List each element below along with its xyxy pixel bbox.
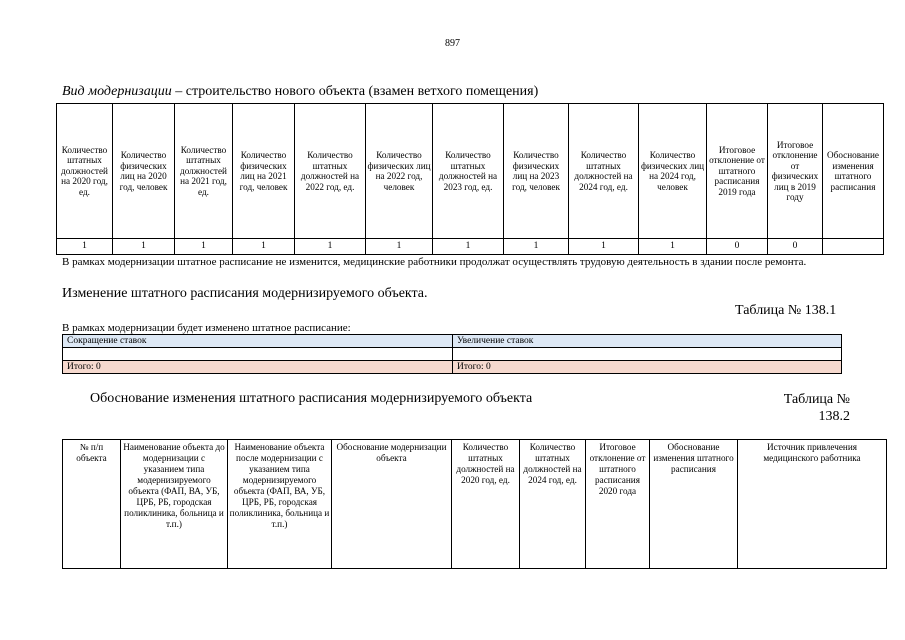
staff-table-values-row [57,239,884,255]
staff-table-cell: 0 [768,239,823,255]
justification-table [62,439,887,569]
increase-total: Итого: 0 [453,361,842,374]
staff-table-cell: 1 [569,239,639,255]
staff-change-heading: Изменение штатного расписания модернизируемого объекта. [62,286,428,301]
staff-table-header: Количество штатных должностей на 2022 год, ед. [295,104,366,239]
rates-table-total-row [63,361,842,374]
staff-table-header: Количество штатных должностей на 2021 год, ед. [175,104,233,239]
justification-table-header-row [63,440,887,569]
justification-heading: Обоснование изменения штатного расписания модернизируемого объекта [90,391,533,406]
staff-table-header: Обоснование изменения штатного расписания [823,104,884,239]
staff-table-cell: 1 [504,239,569,255]
justification-table-header: Источник привлечения медицинского работника [738,440,887,569]
staff-table-header: Итоговое отклонение от штатного расписания 2019 года [707,104,768,239]
staff-table-header: Количество штатных должностей на 2023 год, ед. [433,104,504,239]
staff-table-header: Количество штатных должностей на 2024 год, ед. [569,104,639,239]
increase-header: Увеличение ставок [453,335,842,348]
justification-table-header: Наименование объекта после модернизации с указанием типа модернизируемого объекта (ФАП, ВА, УБ, ЦРБ, РБ, городская поликлиника, больница и т.п.) [228,440,332,569]
justification-table-header: Итоговое отклонение от штатного расписания 2020 года [586,440,650,569]
reduction-total: Итого: 0 [63,361,453,374]
note-staff-changed: В рамках модернизации будет изменено штатное расписание: [62,322,351,334]
staff-table-header: Итоговое отклонение от физических лиц в 2019 году [768,104,823,239]
increase-cell [453,348,842,361]
staff-table-cell [823,239,884,255]
staff-table-cell: 1 [57,239,113,255]
table-138-2-label: Таблица № 138.2 [783,392,850,424]
modernization-type-label: Вид модернизации [62,84,172,99]
modernization-type [62,84,538,100]
staff-table-cell: 1 [366,239,433,255]
staff-table-cell: 1 [233,239,295,255]
justification-table-header: Наименование объекта до модернизации с указанием типа модернизируемого объекта (ФАП, ВА, УБ, ЦРБ, РБ, городская поликлиника, больница и т.п.) [121,440,228,569]
staff-table-cell: 1 [639,239,707,255]
table-138-1-label: Таблица № 138.1 [735,303,837,318]
justification-table-header: Обоснование изменения штатного расписания [650,440,738,569]
staff-table-cell: 1 [433,239,504,255]
note-staff-unchanged: В рамках модернизации штатное расписание не изменится, медицинские работники продолжат осуществлять трудовую деятельность в здании после ремонта. [62,256,807,268]
staff-table-header-row [57,104,884,239]
staff-table-cell: 0 [707,239,768,255]
rates-table [62,334,842,374]
staff-table-cell: 1 [295,239,366,255]
page-number: 897 [445,38,460,49]
staff-table [56,103,884,255]
staff-table-cell: 1 [175,239,233,255]
staff-table-header: Количество физических лиц на 2023 год, человек [504,104,569,239]
rates-table-empty-row [63,348,842,361]
reduction-header: Сокращение ставок [63,335,453,348]
staff-table-cell: 1 [113,239,175,255]
staff-table-header: Количество физических лиц на 2022 год, человек [366,104,433,239]
staff-table-header: Количество физических лиц на 2021 год, человек [233,104,295,239]
modernization-type-text: – строительство нового объекта (взамен ветхого помещения) [171,84,539,99]
rates-table-header-row [63,335,842,348]
staff-table-header: Количество физических лиц на 2020 год, человек [113,104,175,239]
staff-table-header: Количество штатных должностей на 2020 год, ед. [57,104,113,239]
justification-table-header: Количество штатных должностей на 2020 год, ед. [452,440,520,569]
reduction-cell [63,348,453,361]
justification-table-header: Количество штатных должностей на 2024 год, ед. [520,440,586,569]
justification-table-header: Обоснование модернизации объекта [332,440,452,569]
justification-table-header: № п/п объекта [63,440,121,569]
staff-table-header: Количество физических лиц на 2024 год, человек [639,104,707,239]
